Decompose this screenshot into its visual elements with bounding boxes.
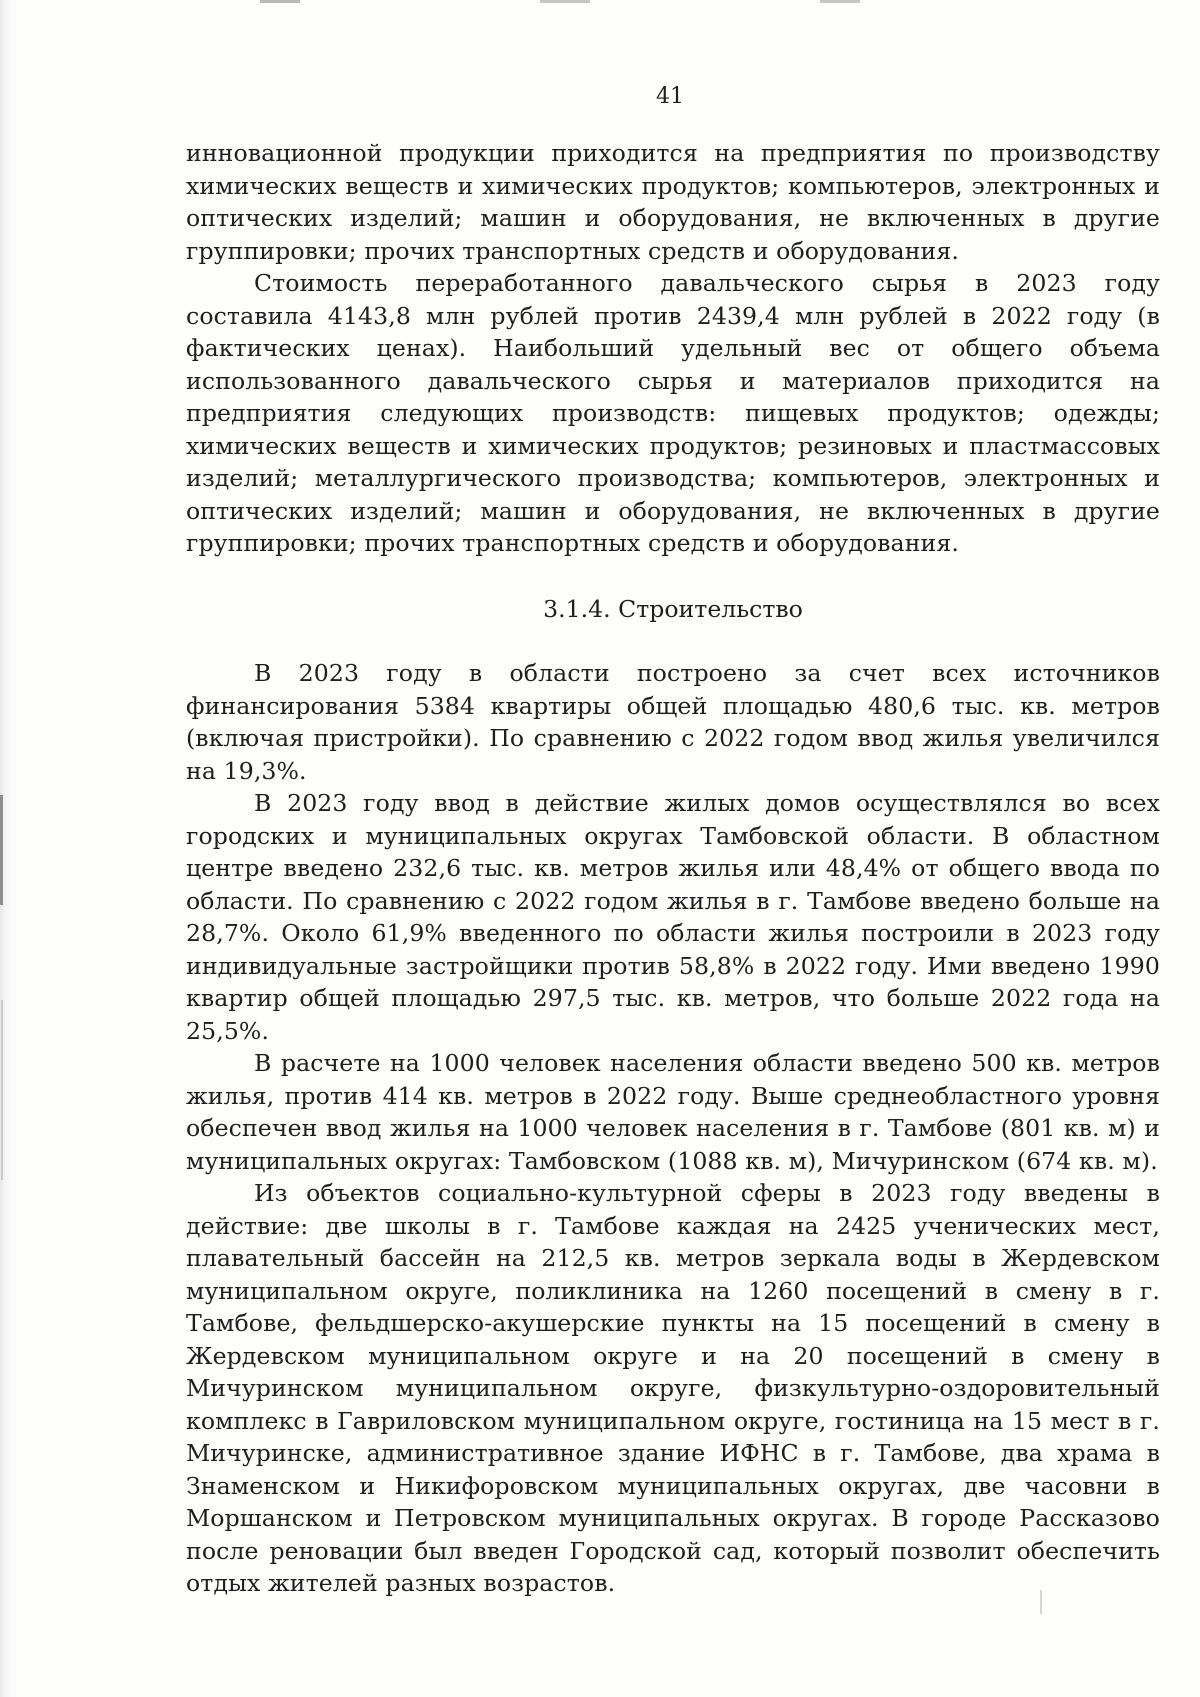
scan-artifact xyxy=(260,0,300,3)
tolling-paragraph: Стоимость переработанного давальческого сырья в 2023 году составила 4143,8 млн рублей против 2439,4 млн рублей в 2022 году (в фактических ценах). Наибольший удельный вес от общего объема использованного давальческого сырья и материалов приходится на предприятия следующих производств: пищевых продуктов; одежды; химических веществ и химических продуктов; резиновых и пластмассовых изделий; металлургического производства; компьютеров, электронных и оптических изделий; машин и оборудования, не включенных в другие группировки; прочих транспортных средств и оборудования. xyxy=(186,269,1160,557)
scan-artifact xyxy=(540,0,590,3)
section-heading: 3.1.4. Строительство xyxy=(543,595,803,623)
housing-districts-paragraph: В 2023 году ввод в действие жилых домов осуществлялся во всех городских и муниципальных округах Тамбовской области. В областном центре введено 232,6 тыс. кв. метров жилья или 48,4% от общего ввода по области. По сравнению с 2022 годом жилья в г. Тамбове введено больше на 28,7%. Около 61,9% введенного по области жилья построили в 2023 году индивидуальные застройщики против 58,8% в 2022 году. Ими введено 1990 квартир общей площадью 297,5 тыс. кв. метров, что больше 2022 года на 25,5%. xyxy=(186,789,1160,1045)
housing-total-paragraph: В 2023 году в области построено за счет всех источников финансирования 5384 квартиры общей площадью 480,6 тыс. кв. метров (включая пристройки). По сравнению с 2022 годом ввод жилья увеличился на 19,3%. xyxy=(186,659,1160,785)
social-facilities-paragraph: Из объектов социально-культурной сферы в 2023 году введены в действие: две школы в г. Тамбове каждая на 2425 ученических мест, плавательный бассейн на 212,5 кв. метров зеркала воды в Жердевском муниципальном округе, поликлиника на 1260 посещений в смену в г. Тамбове, фельдшерско-акушерские пункты на 15 посещений в смену в Жердевском муниципальном округе и на 20 посещений в смену в Мичуринском муниципальном округе, физкультурно-оздоровительный комплекс в Гавриловском муниципальном округе, гостиница на 15 мест в г. Мичуринске, административное здание ИФНС в г. Тамбове, два храма в Знаменском и Никифоровском муниципальных округах, две часовни в Моршанском и Петровском муниципальных округах. В городе Рассказово после реновации был введен Городской сад, который позволит обеспечить отдых жителей разных возрастов. xyxy=(186,1179,1160,1597)
scan-artifact xyxy=(820,0,860,3)
scan-artifact xyxy=(1,1000,3,1180)
scan-artifact xyxy=(0,795,3,905)
continued-paragraph: инновационной продукции приходится на предприятия по производству химических веществ и химических продуктов; компьютеров, электронных и оптических изделий; машин и оборудования, не включенных в другие группировки; прочих транспортных средств и оборудования. xyxy=(186,139,1160,265)
page-number: 41 xyxy=(656,84,684,109)
top-text-block xyxy=(186,137,1160,560)
construction-text-block xyxy=(186,657,1160,1600)
housing-per-capita-paragraph: В расчете на 1000 человек населения области введено 500 кв. метров жилья, против 414 кв. метров в 2022 году. Выше среднеобластного уровня обеспечен ввод жилья на 1000 человек населения в г. Тамбове (801 кв. м) и муниципальных округах: Тамбовском (1088 кв. м), Мичуринском (674 кв. м). xyxy=(186,1049,1160,1175)
